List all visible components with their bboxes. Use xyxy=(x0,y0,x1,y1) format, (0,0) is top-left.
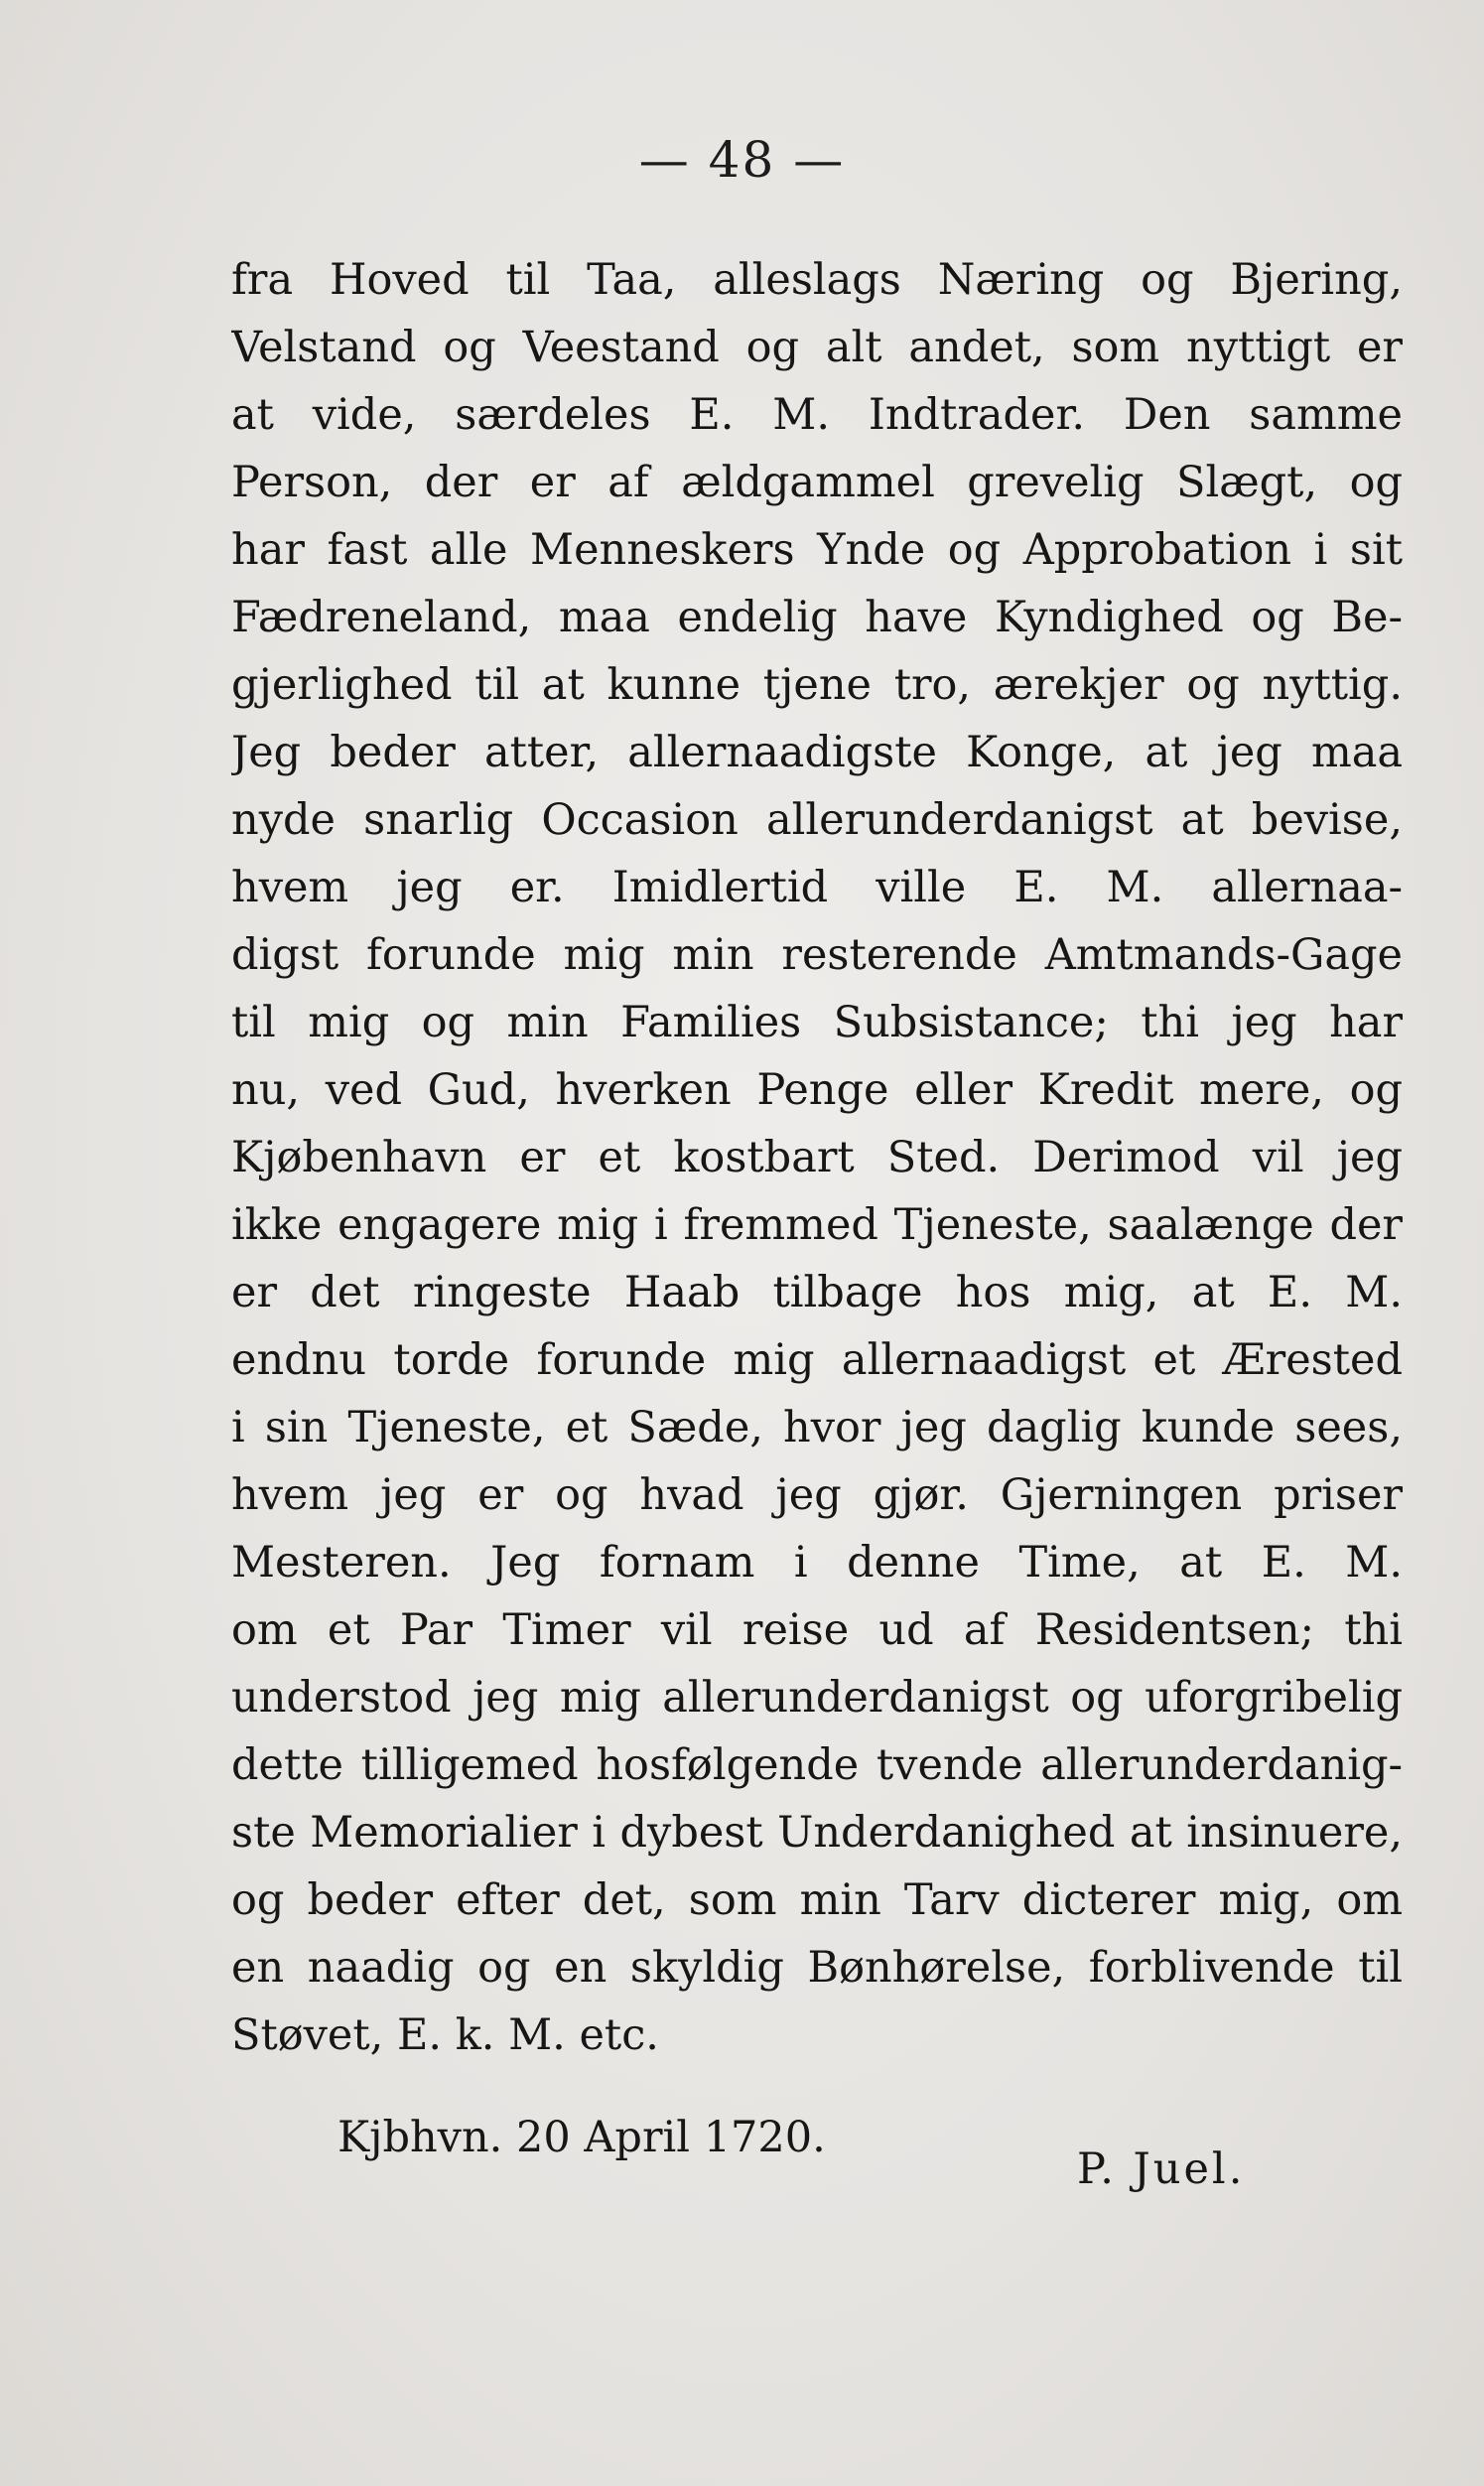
text-line: ikke engagere mig i fremmed Tjeneste, saalænge der xyxy=(231,1200,1403,1250)
signature: P. Juel. xyxy=(1077,2144,1246,2194)
text-line: en naadig og en skyldig Bønhørelse, forblivende til xyxy=(231,1943,1403,1993)
text-line: hvem jeg er og hvad jeg gjør. Gjerningen priser xyxy=(231,1470,1403,1520)
text-line: Velstand og Veestand og alt andet, som nyttigt er xyxy=(231,323,1403,372)
place-date-line: Kjbhvn. 20 April 1720. xyxy=(337,2113,826,2162)
text-line: understod jeg mig allerunderdanigst og uforgribelig xyxy=(231,1673,1403,1723)
text-line: dette tilligemed hosfølgende tvende allerunderdanig- xyxy=(231,1740,1403,1790)
text-line: digst forunde mig min resterende Amtmands-Gage xyxy=(231,930,1403,980)
text-line: har fast alle Menneskers Ynde og Approbation i sit xyxy=(231,525,1403,575)
text-line: Kjøbenhavn er et kostbart Sted. Derimod vil jeg xyxy=(231,1133,1403,1182)
text-line: Person, der er af ældgammel grevelig Slægt, og xyxy=(231,458,1403,507)
page-number: — 48 — xyxy=(638,131,846,189)
text-line: nu, ved Gud, hverken Penge eller Kredit mere, og xyxy=(231,1065,1403,1115)
text-line: fra Hoved til Taa, alleslags Næring og Bjering, xyxy=(231,255,1403,305)
text-line: og beder efter det, som min Tarv dicterer mig, om xyxy=(231,1875,1403,1925)
text-line: Støvet, E. k. M. etc. xyxy=(231,2010,659,2060)
text-line: nyde snarlig Occasion allerunderdanigst at bevise, xyxy=(231,795,1403,845)
text-line: hvem jeg er. Imidlertid ville E. M. allernaa- xyxy=(231,863,1403,912)
text-line: at vide, særdeles E. M. Indtrader. Den samme xyxy=(231,390,1403,440)
text-line: ste Memorialier i dybest Underdanighed at insinuere, xyxy=(231,1808,1403,1858)
text-line: er det ringeste Haab tilbage hos mig, at E. M. xyxy=(231,1268,1403,1317)
text-line: endnu torde forunde mig allernaadigst et Ærested xyxy=(231,1335,1403,1385)
text-line: til mig og min Families Subsistance; thi jeg har xyxy=(231,998,1403,1047)
text-line: Mesteren. Jeg fornam i denne Time, at E. M. xyxy=(231,1538,1403,1588)
text-line: gjerlighed til at kunne tjene tro, ærekjer og nyttig. xyxy=(231,660,1403,710)
text-line: om et Par Timer vil reise ud af Residentsen; thi xyxy=(231,1605,1403,1655)
text-line: i sin Tjeneste, et Sæde, hvor jeg daglig kunde sees, xyxy=(231,1403,1403,1452)
letter-body xyxy=(231,246,1403,2069)
text-line: Fædreneland, maa endelig have Kyndighed og Be- xyxy=(231,593,1403,642)
text-line: Jeg beder atter, allernaadigste Konge, at jeg maa xyxy=(231,728,1403,777)
